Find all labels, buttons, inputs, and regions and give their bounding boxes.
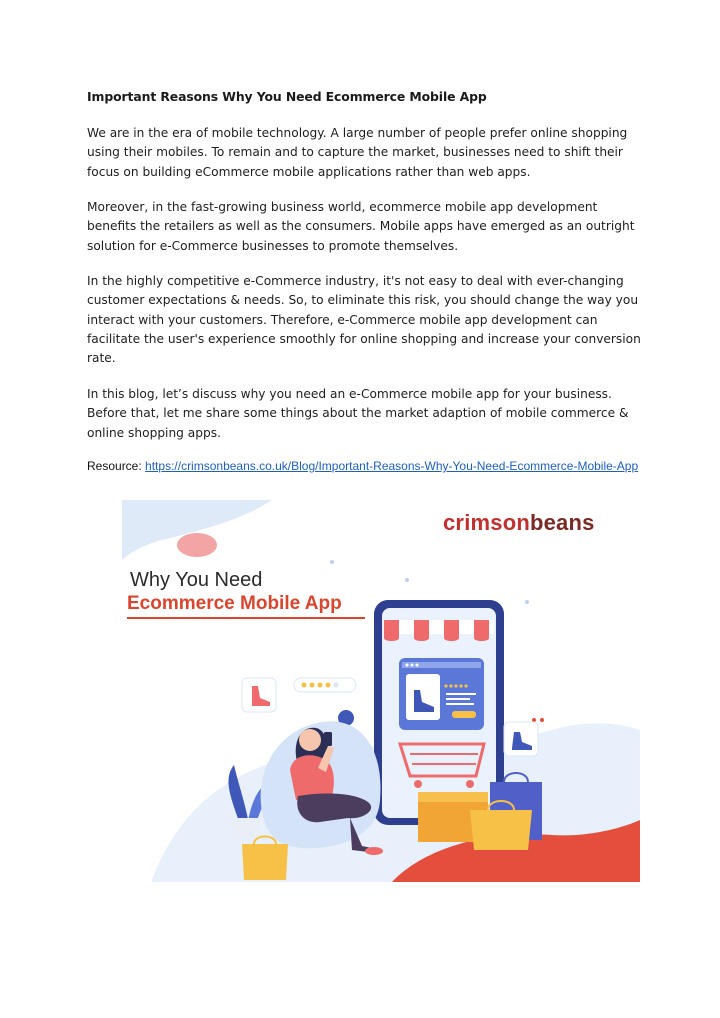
yellow-bag: [470, 810, 532, 850]
banner-illustration: [122, 500, 640, 882]
document-heading: Important Reasons Why You Need Ecommerce Mobile App: [87, 89, 487, 104]
banner-title-line2: Ecommerce Mobile App: [127, 593, 342, 614]
banner-title-line1: Why You Need: [130, 569, 263, 591]
paragraph-1: We are in the era of mobile technology. A large number of people prefer online shopping using their mobiles. To remain and to capture the market, businesses need to shift their focus on building eCommerce mobile applications rather than web apps.: [87, 126, 628, 179]
phone-illustration: [374, 600, 504, 825]
left-yellow-bag: [242, 844, 288, 880]
title-underline: [127, 617, 365, 619]
paragraph-4: In this blog, let’s discuss why you need an e-Commerce mobile app for your business. Before that, let me share some things about the market adaption of mobile commerce & online shopping apps.: [87, 387, 629, 440]
paragraph-3: In the highly competitive e-Commerce industry, it's not easy to deal with ever-changing customer expectations & needs. So, to eliminate this risk, you should change the way you interact with your customers. Therefore, e-Commerce mobile app development can facilitate the user's experience smoothly for online shopping and increase your conversion rate.: [87, 274, 641, 366]
resource-label: Resource:: [87, 459, 142, 473]
resource-line: [87, 457, 647, 475]
brand-logo: crimsonbeans: [443, 510, 595, 535]
resource-link[interactable]: https://crimsonbeans.co.uk/Blog/Important-Reasons-Why-You-Need-Ecommerce-Mobile-App: [145, 459, 639, 473]
person-phone: [324, 732, 332, 746]
paragraph-2: Moreover, in the fast-growing business world, ecommerce mobile app development benefits the retailers as well as the consumers. Mobile apps have emerged as an outright solution for e-Commerce businesses to promote themselves.: [87, 200, 635, 253]
pink-oval: [177, 533, 217, 557]
banner-image: [122, 500, 640, 882]
